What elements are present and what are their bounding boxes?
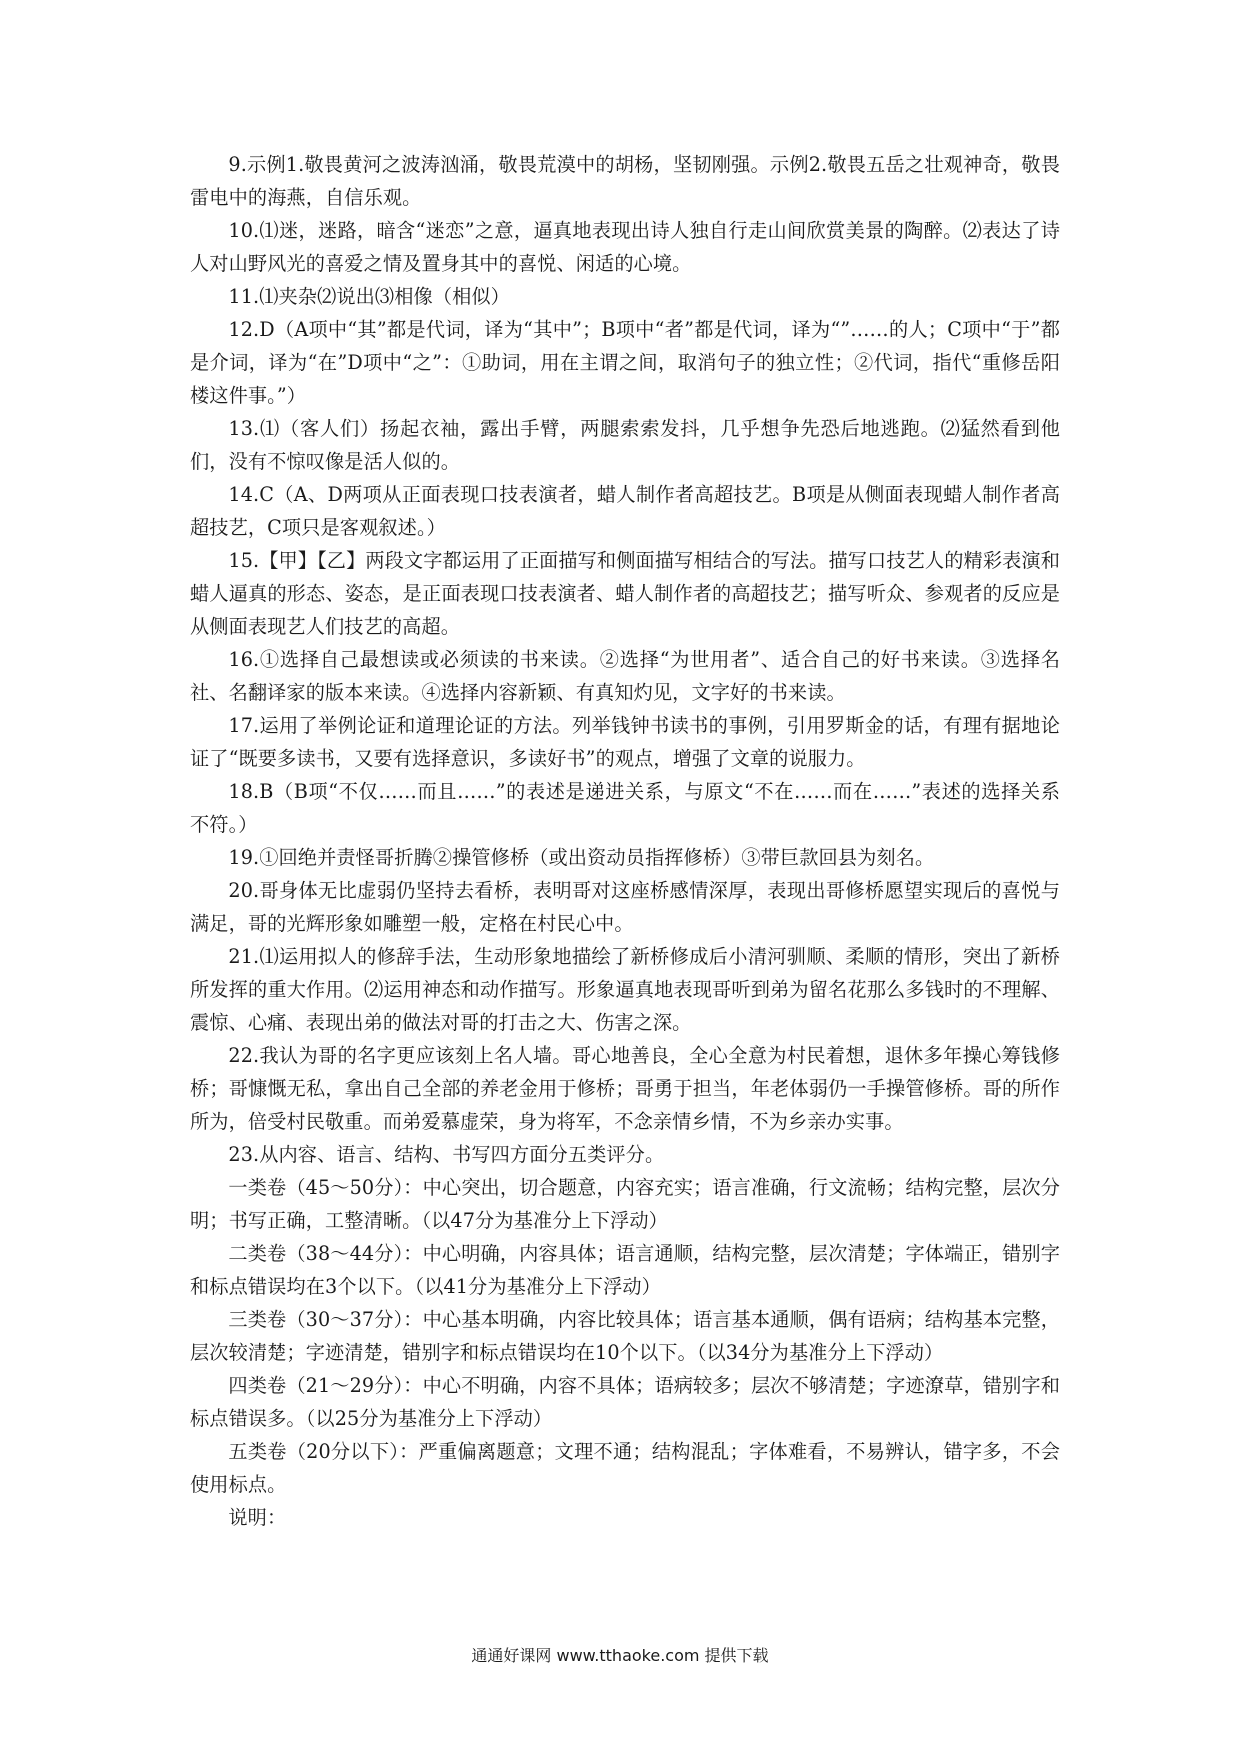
answer-23: 23.从内容、语言、结构、书写四方面分五类评分。 — [228, 1143, 665, 1166]
notes-label: 说明： — [228, 1506, 287, 1529]
answer-22: 22.我认为哥的名字更应该刻上名人墙。哥心地善良，全心全意为村民着想，退休多年操心筹钱修桥；哥慷慨无私，拿出自己全部的养老金用于修桥；哥勇于担当，年老体弱仍一手操管修桥。哥的所作所为，倍受村民敬重。而弟爱慕虚荣，身为将军，不念亲情乡情，不为乡亲办实事。 — [190, 1044, 1060, 1133]
answer-15: 15.【甲】【乙】两段文字都运用了正面描写和侧面描写相结合的写法。描写口技艺人的精彩表演和蜡人逼真的形态、姿态，是正面表现口技表演者、蜡人制作者的高超技艺；描写听众、参观者的反应是从侧面表现艺人们技艺的高超。 — [190, 549, 1060, 638]
answer-9: 9.示例1.敬畏黄河之波涛汹涌，敬畏荒漠中的胡杨，坚韧刚强。示例2.敬畏五岳之壮观神奇，敬畏雷电中的海燕，自信乐观。 — [190, 153, 1060, 209]
answer-17: 17.运用了举例论证和道理论证的方法。列举钱钟书读书的事例，引用罗斯金的话，有理有据地论证了“既要多读书，又要有选择意识，多读好书”的观点，增强了文章的说服力。 — [190, 714, 1060, 770]
grade-level-5: 五类卷（20分以下）：严重偏离题意；文理不通；结构混乱；字体难看，不易辨认，错字多，不会使用标点。 — [190, 1440, 1060, 1496]
answer-14: 14.C（A、D两项从正面表现口技表演者，蜡人制作者高超技艺。B项是从侧面表现蜡人制作者高超技艺，C项只是客观叙述。） — [190, 483, 1060, 539]
answer-13: 13.⑴（客人们）扬起衣袖，露出手臂，两腿索索发抖，几乎想争先恐后地逃跑。⑵猛然看到他们，没有不惊叹像是活人似的。 — [190, 417, 1060, 473]
answer-19: 19.①回绝并责怪哥折腾②操管修桥（或出资动员指挥修桥）③带巨款回县为刻名。 — [228, 846, 935, 869]
grade-level-2: 二类卷（38～44分）：中心明确，内容具体；语言通顺，结构完整，层次清楚；字体端正，错别字和标点错误均在3个以下。（以41分为基准分上下浮动） — [190, 1242, 1060, 1298]
grade-level-1: 一类卷（45～50分）：中心突出，切合题意，内容充实；语言准确，行文流畅；结构完整，层次分明；书写正确，工整清晰。（以47分为基准分上下浮动） — [190, 1176, 1060, 1232]
answer-10: 10.⑴迷，迷路，暗含“迷恋”之意，逼真地表现出诗人独自行走山间欣赏美景的陶醉。⑵表达了诗人对山野风光的喜爱之情及置身其中的喜悦、闲适的心境。 — [190, 219, 1060, 275]
answer-11: 11.⑴夹杂⑵说出⑶相像（相似） — [228, 285, 510, 308]
answer-key-body — [190, 148, 1060, 1534]
page-footer: 通通好课网 www.tthaoke.com 提供下载 — [471, 1646, 769, 1665]
grade-level-3: 三类卷（30～37分）：中心基本明确，内容比较具体；语言基本通顺，偶有语病；结构基本完整，层次较清楚；字迹清楚，错别字和标点错误均在10个以下。（以34分为基准分上下浮动） — [190, 1308, 1060, 1364]
grade-level-4: 四类卷（21～29分）：中心不明确，内容不具体；语病较多；层次不够清楚；字迹潦草，错别字和标点错误多。（以25分为基准分上下浮动） — [190, 1374, 1060, 1430]
answer-18: 18.B（B项“不仅……而且……”的表述是递进关系，与原文“不在……而在……”表述的选择关系不符。） — [190, 780, 1060, 836]
answer-21: 21.⑴运用拟人的修辞手法，生动形象地描绘了新桥修成后小清河驯顺、柔顺的情形，突出了新桥所发挥的重大作用。⑵运用神态和动作描写。形象逼真地表现哥听到弟为留名花那么多钱时的不理解、震惊、心痛、表现出弟的做法对哥的打击之大、伤害之深。 — [190, 945, 1060, 1034]
answer-20: 20.哥身体无比虚弱仍坚持去看桥，表明哥对这座桥感情深厚，表现出哥修桥愿望实现后的喜悦与满足，哥的光辉形象如雕塑一般，定格在村民心中。 — [190, 879, 1060, 935]
answer-12: 12.D（A项中“其”都是代词，译为“其中”；B项中“者”都是代词，译为“”……的人；C项中“于”都是介词，译为“在”D项中“之”：①助词，用在主谓之间，取消句子的独立性；②代词，指代“重修岳阳楼这件事。”） — [190, 318, 1060, 407]
answer-16: 16.①选择自己最想读或必须读的书来读。②选择“为世用者”、适合自己的好书来读。③选择名社、名翻译家的版本来读。④选择内容新颖、有真知灼见，文字好的书来读。 — [190, 648, 1060, 704]
